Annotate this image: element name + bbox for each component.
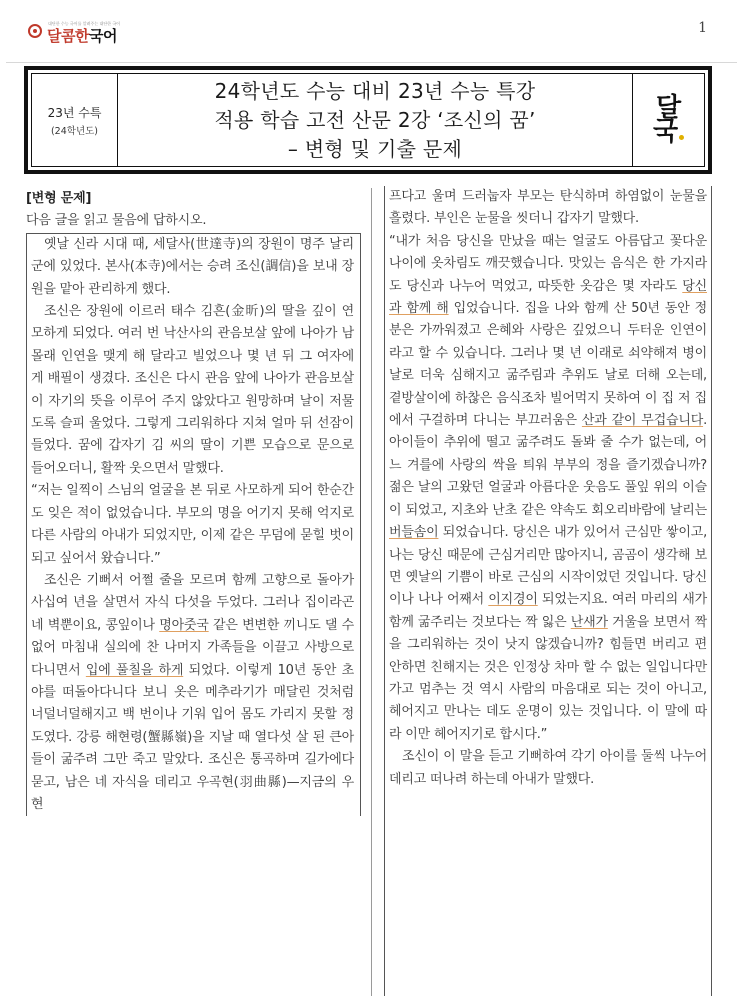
seal-icon	[28, 24, 42, 38]
text-run: 되었습니다. 당신은 내가 있어서 근심만 쌓이고, 나는 당신 때문에 근심거리만 많아지니, 곰곰이 생각해 보면 옛날의 기쁨이 바로 근심의 시작이었던 것입니다. 당신이나 나나 어째서	[389, 525, 707, 608]
logo-name-red: 달콤한	[47, 27, 89, 45]
passage-paragraph: 프다고 울며 드러눕자 부모는 탄식하며 하염없이 눈물을 흘렸다. 부인은 눈물을 씻더니 갑자기 말했다.	[389, 189, 707, 227]
underlined-phrase: 이지경이	[488, 592, 538, 608]
passage-box-right	[384, 186, 712, 996]
left-column	[26, 188, 361, 816]
title-line-2: 적용 학습 고전 산문 2강 ‘조신의 꿈’	[214, 107, 536, 132]
passage-paragraph	[389, 231, 707, 746]
instruction: 다음 글을 읽고 물음에 답하시오.	[26, 213, 207, 229]
text-run: “내가 처음 당신을 만났을 때는 얼굴도 아름답고 꽃다운 나이에 옷차림도 깨끗했습니다. 맛있는 음식은 한 가지라도 당신과 나누어 먹었고, 따뜻한 옷감은 몇 자라도	[389, 233, 707, 294]
source-label-main: 23년 수특	[47, 105, 102, 120]
page-number: 1	[698, 20, 707, 36]
title-line-3: – 변형 및 기출 문제	[287, 136, 463, 161]
text-run: 거울을 보면서 짝을 그리워하는 것이 낫지 않겠습니까? 힘들면 버리고 편안하면 친해지는 것은 인정상 차마 할 수 없는 일입니다만 가고 멈추는 것 역시 사람의 마음대로 되는 것이 아니고, 헤어지고 만나는 데도 운명이 있는 것입니다. 이 말에 따라 이만 헤어지기로 합시다.”	[389, 614, 707, 742]
underlined-phrase: 명아줏국	[159, 617, 209, 633]
underlined-phrase: 당신과 함께 해	[389, 278, 707, 317]
text-run: 되었는지요. 여러 마리의 새가 함께 굶주리는 것보다는 짝 잃은	[389, 592, 707, 630]
source-label	[32, 74, 118, 166]
logo-tagline: 대단한 수능 국어를 알려주는 대단한 국어	[48, 21, 121, 26]
underlined-phrase: 버들솜이	[389, 525, 439, 541]
passage-paragraph: 옛날 신라 시대 때, 세달사(世達寺)의 장원이 명주 날리군에 있었다. 본사(本寺)에서는 승려 조신(調信)을 보내 장원을 맡아 관리하게 했다.	[31, 236, 354, 297]
right-column	[384, 186, 712, 996]
header-divider	[6, 62, 737, 63]
brand-mark	[632, 74, 704, 166]
passage-paragraph: “저는 일찍이 스님의 얼굴을 본 뒤로 사모하게 되어 한순간도 잊은 적이 없었습니다. 부모의 명을 어기지 못해 억지로 다른 사람의 아내가 되었지만, 이제 같은 무덤에 묻힐 벗이 되고 싶어서 왔습니다.”	[31, 483, 354, 566]
brand-glyph	[652, 93, 684, 147]
column-divider	[371, 188, 372, 996]
logo-name-black: 국어	[88, 27, 117, 45]
text-run: 되었다. 이렇게 10년 동안 초야를 떠돌아다니다 보니 옷은 메추라기가 매달린 것처럼 너덜너덜해지고 백 번이나 기워 입어 몸도 가리지 못할 정도였다. 강릉 해현령(蟹縣嶺)을 지날 때 열다섯 살 된 큰아들이 굶주려 그만 죽고 말았다. 조신은 통곡하며 길가에다 묻고, 남은 네 자식을 데리고 우곡현(羽曲縣)—지금의 우현	[31, 662, 354, 812]
title-box-inner	[31, 73, 705, 167]
text-run: . 아이들이 추위에 떨고 굶주려도 돌봐 줄 수가 없는데, 어느 겨를에 사랑의 싹을 틔워 부부의 정을 즐기겠습니까? 젊은 날의 고왔던 얼굴과 아름다운 웃음도 풀잎 위의 이슬이 되었고, 지초와 난초 같은 약속도 회오리바람에 날리는	[389, 413, 707, 518]
text-run: 입었습니다. 집을 나와 함께 산 50년 동안 정분은 가까워졌고 은혜와 사랑은 깊었으니 두터운 인연이라고 할 수 있습니다. 그러나 몇 년 이래로 쇠약해져 병이 날로 더욱 심해지고 굶주림과 추위도 날로 더해 오는데, 곁방살이에 하찮은 음식조차 빌어먹지 못하여 이 집 저 집에서 구걸하며 다니는 부끄러움은	[389, 301, 708, 429]
source-label-sub: (24학년도)	[50, 125, 99, 137]
text-run: 조신은 기뻐서 어쩔 줄을 모르며 함께 고향으로 돌아가 사십여 년을 살면서 자식 다섯을 두었다. 그러나 집이라곤 네 벽뿐이요, 콩잎이나	[31, 572, 354, 633]
passage-paragraph: 조신은 장원에 이르러 태수 김흔(金昕)의 딸을 깊이 연모하게 되었다. 여러 번 낙산사의 관음보살 앞에 나아가 남몰래 인연을 맺게 해 달라고 빌었으나 몇 년 뒤 그 여자에게 배필이 생겼다. 조신은 다시 관음 앞에 나아가 관음보살이 자기의 뜻을 이루어 주지 않았다고 원망하며 날이 저물도록 슬피 울었다. 그렇게 그리워하다 지쳐 얼마 뒤 선잠이 들었다. 꿈에 갑자기 김 씨의 딸이 기쁜 모습으로 문으로 들어오더니, 활짝 웃으면서 말했다.	[31, 304, 354, 476]
text-run: 같은 변변한 끼니도 댈 수 없어 마침내 실의에 찬 나머지 가족들을 이끌고 사방으로 다니면서	[31, 617, 354, 678]
brand-glyph-bottom: 국	[652, 117, 679, 147]
passage-box-left	[26, 233, 361, 817]
title-line-1: 24학년도 수능 대비 23년 수능 특강	[214, 78, 536, 103]
logo-wordmark	[47, 25, 117, 46]
passage-paragraph	[31, 570, 354, 816]
section-label: [변형 문제]	[26, 191, 92, 206]
document-title	[118, 74, 632, 166]
underlined-phrase: 난새가	[570, 614, 608, 630]
passage-paragraph: 조신이 이 말을 듣고 기뻐하여 각기 아이를 둘씩 나누어 데리고 떠나려 하는데 아내가 말했다.	[389, 749, 707, 787]
brand-dot-icon	[679, 135, 684, 140]
underlined-phrase: 산과 같이 무겁습니다	[581, 413, 704, 429]
underlined-phrase: 입에 풀칠을 하게	[85, 662, 184, 678]
title-box	[24, 66, 712, 174]
brand-glyph-top: 달	[655, 93, 682, 123]
